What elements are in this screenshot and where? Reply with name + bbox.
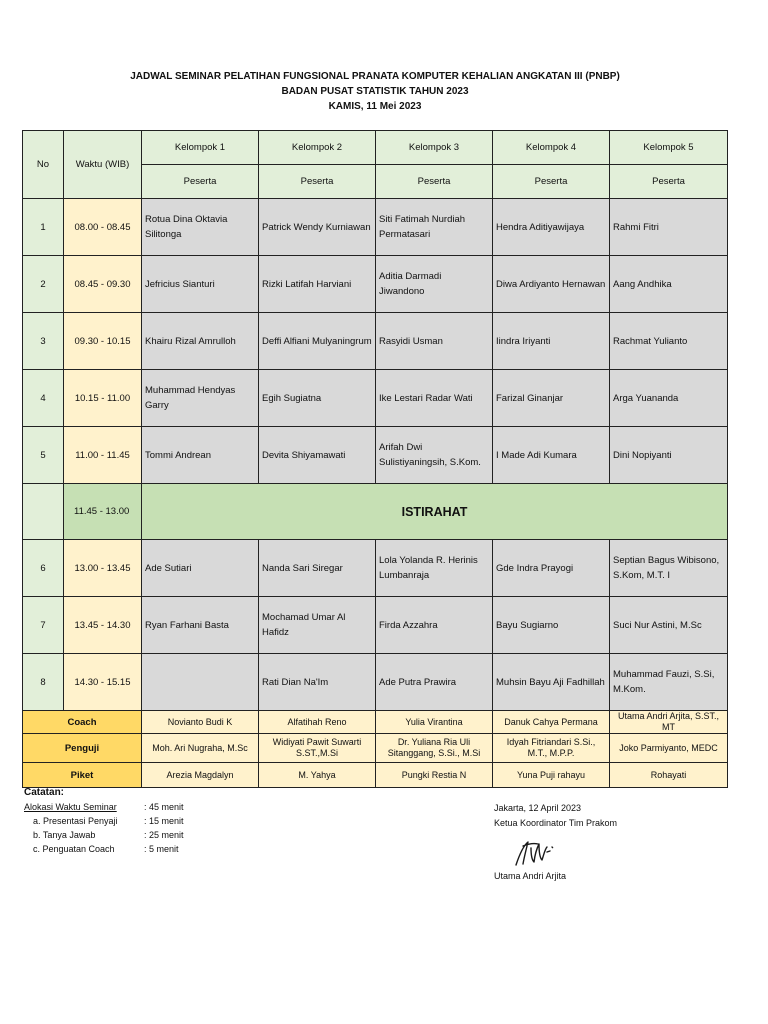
header-peserta: Peserta <box>610 165 728 199</box>
header-no: No <box>23 131 64 199</box>
header-group: Kelompok 3 <box>376 131 493 165</box>
role-person: Pungki Restia N <box>376 763 493 788</box>
participant-cell: Aditia Darmadi Jiwandono <box>376 256 493 313</box>
role-label: Penguji <box>23 734 142 763</box>
row-number: 6 <box>23 540 64 597</box>
notes-item <box>24 828 184 842</box>
row-time: 08.00 - 08.45 <box>64 199 142 256</box>
table-row <box>23 370 728 427</box>
participant-cell: Nanda Sari Siregar <box>259 540 376 597</box>
break-number-cell <box>23 484 64 540</box>
document-subtitle: BADAN PUSAT STATISTIK TAHUN 2023 <box>281 86 469 97</box>
participant-cell: Gde Indra Prayogi <box>493 540 610 597</box>
header-group: Kelompok 4 <box>493 131 610 165</box>
participant-cell: Iindra Iriyanti <box>493 313 610 370</box>
role-person: Widiyati Pawit Suwarti S.ST.,M.Si <box>259 734 376 763</box>
participant-cell: Ade Sutiari <box>142 540 259 597</box>
role-label: Piket <box>23 763 142 788</box>
participant-cell: Septian Bagus Wibisono, S.Kom, M.T. I <box>610 540 728 597</box>
participant-cell: Rasyidi Usman <box>376 313 493 370</box>
header-group: Kelompok 5 <box>610 131 728 165</box>
participant-cell: Rotua Dina Oktavia Silitonga <box>142 199 259 256</box>
row-number: 1 <box>23 199 64 256</box>
participant-cell: Rizki Latifah Harviani <box>259 256 376 313</box>
role-row <box>23 734 728 763</box>
role-person: Alfatihah Reno <box>259 711 376 734</box>
table-row <box>23 540 728 597</box>
role-person: Yulia Virantina <box>376 711 493 734</box>
signature-position: Ketua Koordinator Tim Prakom <box>494 818 618 828</box>
row-number: 2 <box>23 256 64 313</box>
role-person: Arezia Magdalyn <box>142 763 259 788</box>
participant-cell: Muhammad Fauzi, S.Si, M.Kom. <box>610 654 728 711</box>
role-person: Dr. Yuliana Ria Uli Sitanggang, S.Si., M.Si <box>376 734 493 763</box>
row-time: 09.30 - 10.15 <box>64 313 142 370</box>
participant-cell: Egih Sugiatna <box>259 370 376 427</box>
notes-item <box>24 842 184 856</box>
participant-cell: Ryan Farhani Basta <box>142 597 259 654</box>
participant-cell: Rahmi Fitri <box>610 199 728 256</box>
row-number: 4 <box>23 370 64 427</box>
role-label: Coach <box>23 711 142 734</box>
row-time: 14.30 - 15.15 <box>64 654 142 711</box>
break-time: 11.45 - 13.00 <box>64 484 142 540</box>
handwritten-signature <box>514 838 556 868</box>
participant-cell: Mochamad Umar Al Hafidz <box>259 597 376 654</box>
participant-cell: Siti Fatimah Nurdiah Permatasari <box>376 199 493 256</box>
participant-cell: Dini Nopiyanti <box>610 427 728 484</box>
notes-item-label: c. Penguatan Coach <box>33 844 115 854</box>
notes-section <box>24 786 184 856</box>
table-row <box>23 654 728 711</box>
participant-cell: Deffi Alfiani Mulyaningrum <box>259 313 376 370</box>
row-time: 11.00 - 11.45 <box>64 427 142 484</box>
notes-item-value: : 25 menit <box>144 830 184 840</box>
notes-allocation-value: : 45 menit <box>144 802 184 812</box>
participant-cell: Devita Shiyamawati <box>259 427 376 484</box>
role-row <box>23 763 728 788</box>
table-row <box>23 313 728 370</box>
notes-item-value: : 15 menit <box>144 816 184 826</box>
participant-cell: Diwa Ardiyanto Hernawan <box>493 256 610 313</box>
header-peserta: Peserta <box>259 165 376 199</box>
participant-cell: Arifah Dwi Sulistiyaningsih, S.Kom. <box>376 427 493 484</box>
participant-cell: Hendra Aditiyawijaya <box>493 199 610 256</box>
participant-cell: Ike Lestari Radar Wati <box>376 370 493 427</box>
table-header-row <box>23 131 728 165</box>
participant-cell: Jefricius Sianturi <box>142 256 259 313</box>
header-group: Kelompok 2 <box>259 131 376 165</box>
role-person: Joko Parmiyanto, MEDC <box>610 734 728 763</box>
participant-cell: Khairu Rizal Amrulloh <box>142 313 259 370</box>
schedule-table <box>22 130 728 788</box>
row-number: 8 <box>23 654 64 711</box>
participant-cell: Suci Nur Astini, M.Sc <box>610 597 728 654</box>
header-peserta: Peserta <box>493 165 610 199</box>
row-time: 13.00 - 13.45 <box>64 540 142 597</box>
role-person: Moh. Ari Nugraha, M.Sc <box>142 734 259 763</box>
notes-item-label: b. Tanya Jawab <box>33 830 96 840</box>
row-time: 10.15 - 11.00 <box>64 370 142 427</box>
table-row <box>23 199 728 256</box>
participant-cell: Bayu Sugiarno <box>493 597 610 654</box>
notes-heading: Catatan: <box>24 787 65 798</box>
notes-allocation <box>24 800 184 814</box>
table-row <box>23 256 728 313</box>
notes-item-value: : 5 menit <box>144 844 179 854</box>
participant-cell <box>142 654 259 711</box>
participant-cell: Patrick Wendy Kurniawan <box>259 199 376 256</box>
document-date: KAMIS, 11 Mei 2023 <box>328 101 422 112</box>
row-number: 7 <box>23 597 64 654</box>
header-peserta: Peserta <box>142 165 259 199</box>
participant-cell: Aang Andhika <box>610 256 728 313</box>
role-person: Utama Andri Arjita, S.ST., MT <box>610 711 728 734</box>
participant-cell: I Made Adi Kumara <box>493 427 610 484</box>
participant-cell: Tommi Andrean <box>142 427 259 484</box>
participant-cell: Arga Yuananda <box>610 370 728 427</box>
notes-item <box>24 814 184 828</box>
header-peserta: Peserta <box>376 165 493 199</box>
role-person: Idyah Fitriandari S.Si., M.T., M.P.P. <box>493 734 610 763</box>
row-number: 5 <box>23 427 64 484</box>
break-row <box>23 484 728 540</box>
participant-cell: Rati Dian Na'Im <box>259 654 376 711</box>
participant-cell: Ade Putra Prawira <box>376 654 493 711</box>
table-row <box>23 427 728 484</box>
break-label: ISTIRAHAT <box>142 484 728 540</box>
header-time: Waktu (WIB) <box>64 131 142 199</box>
role-person: M. Yahya <box>259 763 376 788</box>
signature-place-date: Jakarta, 12 April 2023 <box>494 803 582 813</box>
notes-allocation-label: Alokasi Waktu Seminar <box>24 802 117 812</box>
role-person: Danuk Cahya Permana <box>493 711 610 734</box>
participant-cell: Muhsin Bayu Aji Fadhillah <box>493 654 610 711</box>
role-person: Yuna Puji rahayu <box>493 763 610 788</box>
participant-cell: Firda Azzahra <box>376 597 493 654</box>
participant-cell: Farizal Ginanjar <box>493 370 610 427</box>
signature-block <box>494 801 617 831</box>
participant-cell: Lola Yolanda R. Herinis Lumbanraja <box>376 540 493 597</box>
signer-name: Utama Andri Arjita <box>494 871 567 881</box>
participant-cell: Muhammad Hendyas Garry <box>142 370 259 427</box>
role-person: Rohayati <box>610 763 728 788</box>
table-row <box>23 597 728 654</box>
participant-cell: Rachmat Yulianto <box>610 313 728 370</box>
notes-item-label: a. Presentasi Penyaji <box>33 816 118 826</box>
document-title: JADWAL SEMINAR PELATIHAN FUNGSIONAL PRANATA KOMPUTER KEHALIAN ANGKATAN III (PNBP) <box>130 71 620 82</box>
header-group: Kelompok 1 <box>142 131 259 165</box>
role-person: Novianto Budi K <box>142 711 259 734</box>
row-number: 3 <box>23 313 64 370</box>
role-row <box>23 711 728 734</box>
row-time: 08.45 - 09.30 <box>64 256 142 313</box>
row-time: 13.45 - 14.30 <box>64 597 142 654</box>
